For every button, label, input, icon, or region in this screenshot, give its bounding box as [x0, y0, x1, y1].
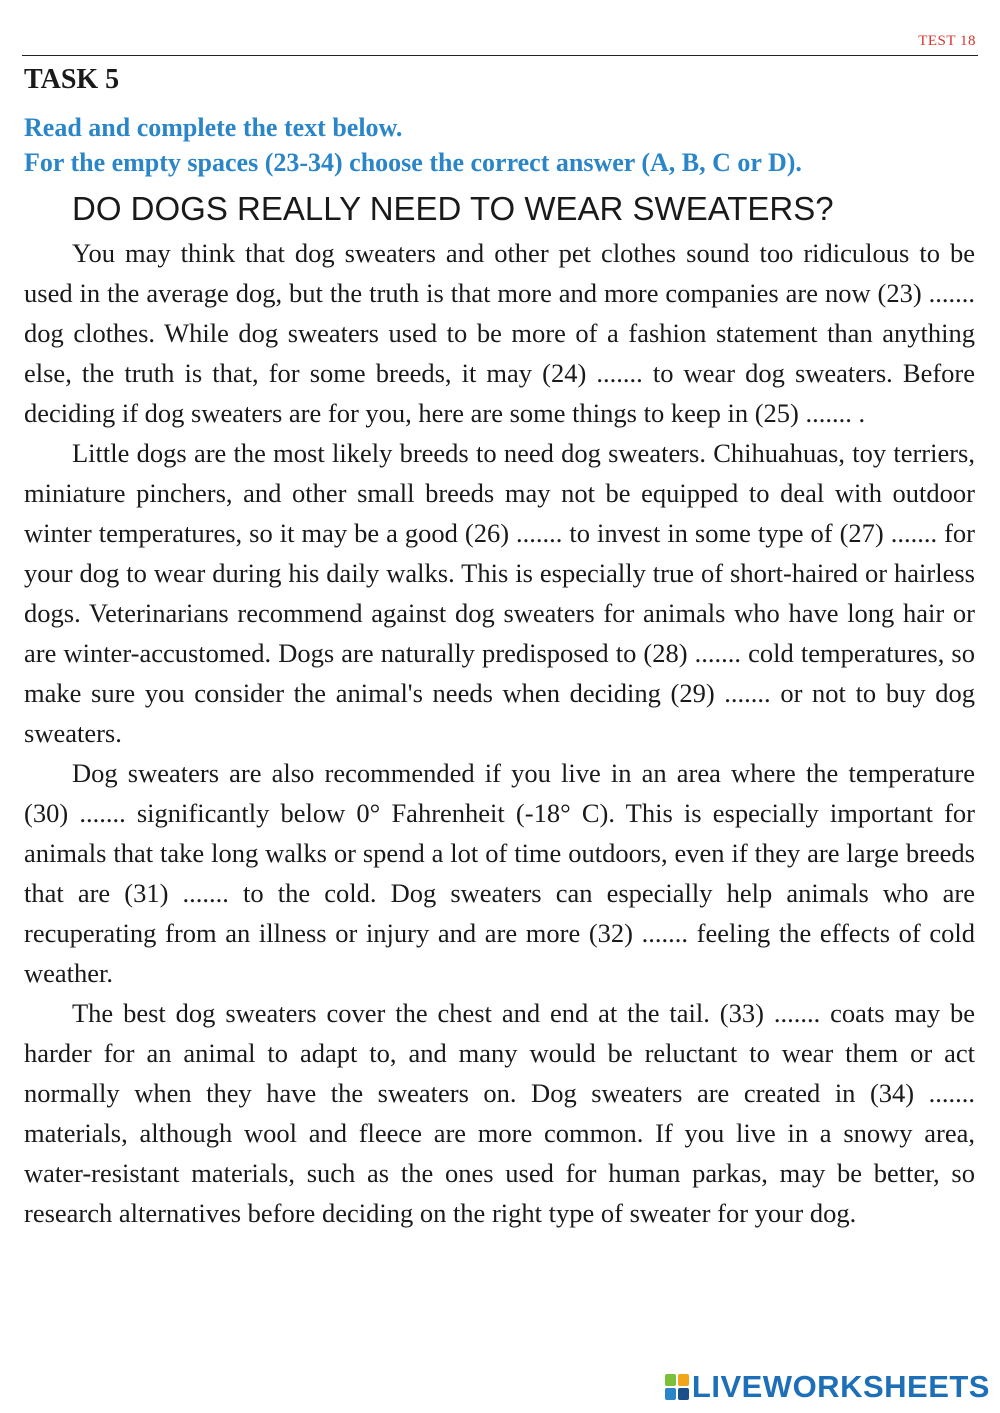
task-title: TASK 5 [24, 64, 120, 95]
liveworksheets-logo[interactable] [665, 1369, 990, 1405]
task-instructions [24, 110, 984, 180]
paragraph-2: Little dogs are the most likely breeds to need dog sweaters. Chihuahuas, toy terriers, miniature pinchers, and other small breeds may not be equipped to deal with outdoor winter temperatures, so it may be a good (26) ....... to invest in some type of (27) ....... for your dog to wear during his daily walks. This is especially true of short-haired or hairless dogs. Veterinarians recommend against dog sweaters for animals who have long hair or are winter-accustomed. Dogs are naturally predisposed to (28) ....... cold temperatures, so make sure you consider the animal's needs when deciding (29) ....... or not to buy dog sweaters. [24, 438, 975, 748]
paragraph-3: Dog sweaters are also recommended if you live in an area where the temperature (30) ....... significantly below 0° Fahrenheit (-18° C). This is especially important for animals that take long walks or spend a lot of time outdoors, even if they are large breeds that are (31) ....... to the cold. Dog sweaters can especially help animals who are recuperating from an illness or injury and are more (32) ....... feeling the effects of cold weather. [24, 758, 975, 988]
article-body [24, 233, 975, 1233]
instruction-line-2: For the empty spaces (23-34) choose the correct answer (A, B, C or D). [24, 148, 802, 177]
paragraph-4: The best dog sweaters cover the chest and end at the tail. (33) ....... coats may be harder for an animal to adapt to, and many would be reluctant to wear them or act normally when they have the sweaters on. Dog sweaters are created in (34) ....... materials, although wool and fleece are more common. If you live in a snowy area, water-resistant materials, such as the ones used for human parkas, may be better, so research alternatives before deciding on the right type of sweater for your dog. [24, 998, 975, 1228]
logo-icon [665, 1374, 689, 1400]
logo-text: LIVEWORKSHEETS [691, 1369, 990, 1404]
article-title: DO DOGS REALLY NEED TO WEAR SWEATERS? [72, 190, 834, 227]
header-divider [22, 55, 978, 56]
instruction-line-1: Read and complete the text below. [24, 113, 403, 142]
paragraph-1: You may think that dog sweaters and other pet clothes sound too ridiculous to be used in the average dog, but the truth is that more and more companies are now (23) ....... dog clothes. While dog sweaters used to be more of a fashion statement than anything else, the truth is that, for some breeds, it may (24) ....... to wear dog sweaters. Before deciding if dog sweaters are for you, here are some things to keep in (25) ....... . [24, 238, 975, 428]
test-label: TEST 18 [918, 33, 976, 49]
